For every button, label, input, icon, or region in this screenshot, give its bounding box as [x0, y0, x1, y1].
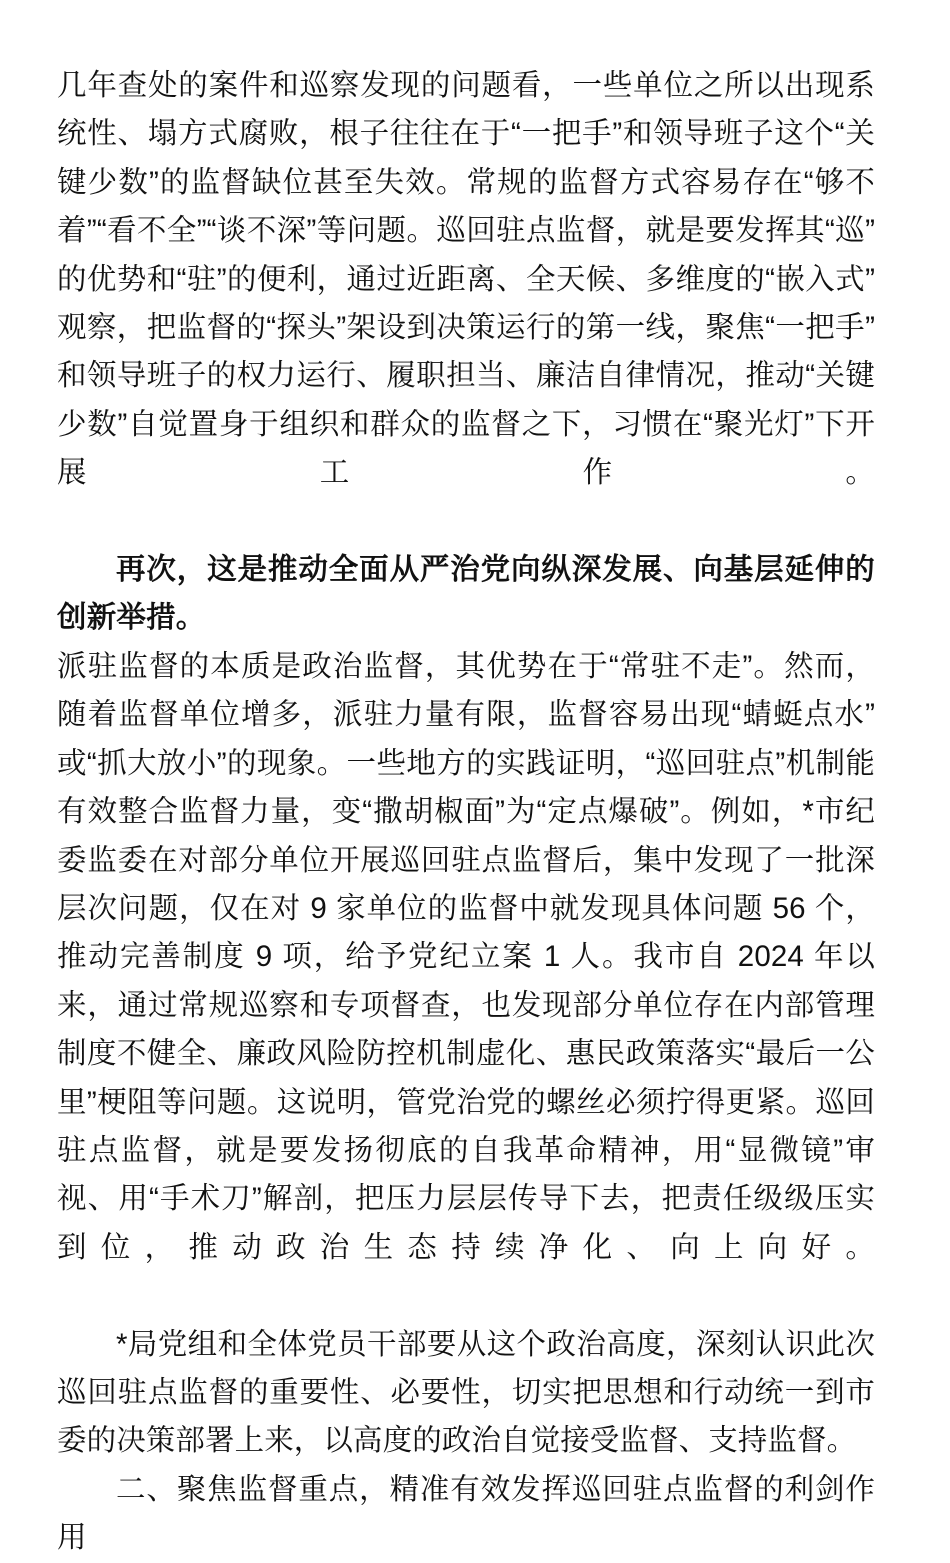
paragraph-supervision-blind-spots: 几年查处的案件和巡察发现的问题看，一些单位之所以出现系统性、塌方式腐败，根子往往在于“一把手”和领导班子这个“关键少数”的监督缺位甚至失效。常规的监督方式容易存在“够不着”“看不全”“谈不深”等问题。巡回驻点监督，就是要发挥其“巡”的优势和“驻”的便利，通过近距离、全天候、多维度的“嵌入式”观察，把监督的“探头”架设到决策运行的第一线，聚焦“一把手”和领导班子的权力运行、履职担当、廉洁自律情况，推动“关键少数”自觉置身于组织和群众的监督之下，习惯在“聚光灯”下开展工作。 — [57, 69, 875, 490]
paragraph-bureau-party-group-call: *局党组和全体党员干部要从这个政治高度，深刻认识此次巡回驻点监督的重要性、必要性，切实把思想和行动统一到市委的决策部署上来，以高度的政治自觉接受监督、支持监督。 — [57, 1327, 875, 1458]
paragraph-bold-lead-third-reason: 再次，这是推动全面从严治党向纵深发展、向基层延伸的创新举措。 — [57, 553, 875, 635]
document-text-body — [57, 62, 875, 1563]
section-heading-two: 二、聚焦监督重点，精准有效发挥巡回驻点监督的利剑作用 — [57, 1472, 875, 1555]
paragraph-stationed-supervision-practice: 派驻监督的本质是政治监督，其优势在于“常驻不走”。然而，随着监督单位增多，派驻力量有限，监督容易出现“蜻蜓点水”或“抓大放小”的现象。一些地方的实践证明，“巡回驻点”机制能有效整合监督力量，变“撒胡椒面”为“定点爆破”。例如，*市纪委监委在对部分单位开展巡回驻点监督后，集中发现了一批深层次问题，仅在对 9 家单位的监督中就发现具体问题 56 个，推动完善制度 9 项，给予党纪立案 1 人。我市自 2024 年以来，通过常规巡察和专项督查，也发现部分单位存在内部管理制度不健全、廉政风险防控机制虚化、惠民政策落实“最后一公里”梗阻等问题。这说明，管党治党的螺丝必须拧得更紧。巡回驻点监督，就是要发扬彻底的自我革命精神，用“显微镜”审视、用“手术刀”解剖，把压力层层传导下去，把责任级级压实到位，推动政治生态持续净化、向上向好。 — [57, 649, 875, 1264]
